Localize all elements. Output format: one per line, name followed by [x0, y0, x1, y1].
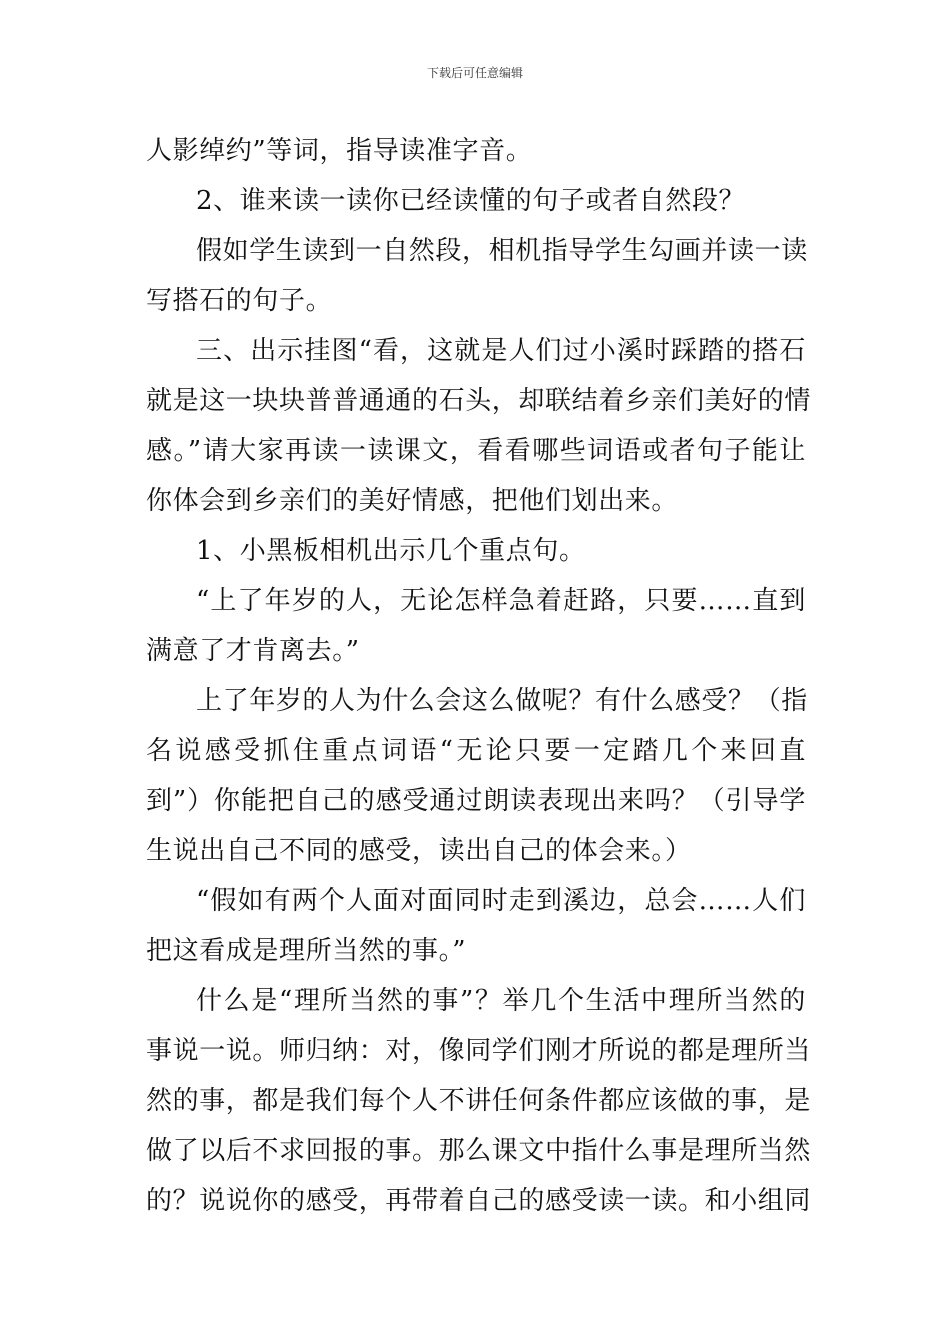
text-line: 感。”请大家再读一读课文，看看哪些词语或者句子能让 [146, 436, 806, 466]
text-line: 上了年岁的人为什么会这么做呢？有什么感受？（指 [196, 686, 808, 716]
text-line: 名说感受抓住重点词语“无论只要一定踏几个来回直 [146, 736, 806, 766]
text-line: 到”）你能把自己的感受通过朗读表现出来吗？（引导学 [146, 786, 806, 816]
text-line: 什么是“理所当然的事”？举几个生活中理所当然的 [196, 986, 806, 1016]
text-line: 满意了才肯离去。” [146, 636, 360, 666]
text-line: 人影绰约”等词，指导读准字音。 [146, 136, 533, 166]
text-line: 1、小黑板相机出示几个重点句。 [196, 536, 586, 566]
text-line: 三、出示挂图“看，这就是人们过小溪时踩踏的搭石 [196, 336, 806, 366]
text-line: 生说出自己不同的感受，读出自己的体会来。） [146, 836, 692, 866]
text-line: 2、谁来读一读你已经读懂的句子或者自然段？ [196, 186, 746, 216]
text-line: 假如学生读到一自然段，相机指导学生勾画并读一读 [196, 236, 808, 266]
text-line: “假如有两个人面对面同时走到溪边，总会……人们 [196, 886, 806, 916]
text-line: 然的事，都是我们每个人不讲任何条件都应该做的事，是 [146, 1086, 812, 1116]
text-line: 的？说说你的感受，再带着自己的感受读一读。和小组同 [146, 1186, 812, 1216]
text-line: 就是这一块块普普通通的石头，却联结着乡亲们美好的情 [146, 386, 812, 416]
text-line: 做了以后不求回报的事。那么课文中指什么事是理所当然 [146, 1136, 812, 1166]
text-line: 事说一说。师归纳：对，像同学们刚才所说的都是理所当 [146, 1036, 812, 1066]
page-header: 下载后可任意编辑 [426, 66, 523, 80]
text-line: 写搭石的句子。 [146, 286, 333, 316]
text-line: “上了年岁的人，无论怎样急着赶路，只要……直到 [196, 586, 806, 616]
text-line: 把这看成是理所当然的事。” [146, 936, 467, 966]
text-line: 你体会到乡亲们的美好情感，把他们划出来。 [146, 486, 679, 516]
